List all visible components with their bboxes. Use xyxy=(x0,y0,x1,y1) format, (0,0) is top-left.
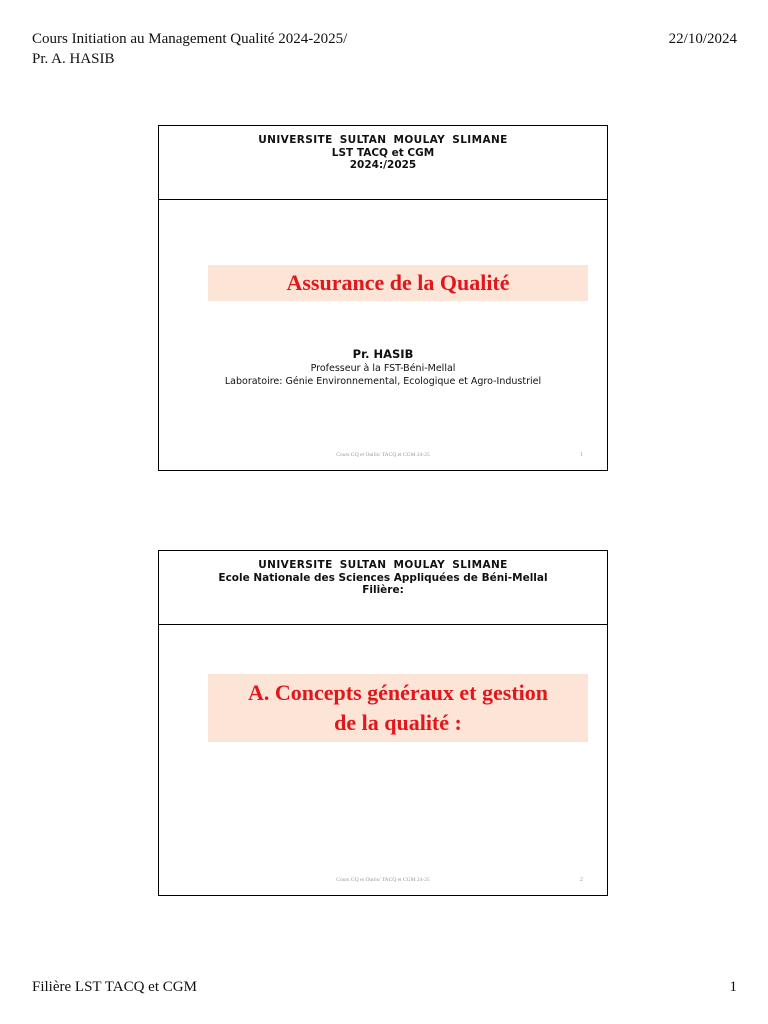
program-name: LST TACQ et CGM xyxy=(331,146,435,159)
slide-title-line-1: A. Concepts généraux et gestion xyxy=(247,680,549,705)
academic-year: 2024:/2025 xyxy=(349,159,417,171)
university-name: UNIVERSITE SULTAN MOULAY SLIMANE xyxy=(258,134,508,146)
page-footer-program: Filière LST TACQ et CGM xyxy=(32,979,197,995)
slide-1 xyxy=(158,125,608,471)
author-role: Professeur à la FST-Béni-Mellal xyxy=(310,363,456,374)
filiere-label: Filière: xyxy=(362,584,404,596)
slide-title xyxy=(208,674,588,742)
author-block xyxy=(159,347,607,388)
page-number: 1 xyxy=(729,979,737,995)
slide-number: 1 xyxy=(580,452,583,458)
slide-header xyxy=(159,551,607,625)
slide-footer: Cours GQ et Outils/ TACQ et CGM 24-25 xyxy=(336,452,430,458)
page-header-course: Cours Initiation au Management Qualité 2024-2025/ Pr. A. HASIB xyxy=(32,31,348,67)
page-header-date: 22/10/2024 xyxy=(668,31,737,47)
slide-number: 2 xyxy=(580,877,583,883)
slide-2 xyxy=(158,550,608,896)
school-name: Ecole Nationale des Sciences Appliquées de Béni-Mellal xyxy=(218,571,548,584)
author-name: Pr. HASIB xyxy=(352,347,414,361)
slide-title: Assurance de la Qualité xyxy=(208,265,588,301)
slide-header xyxy=(159,126,607,200)
university-name: UNIVERSITE SULTAN MOULAY SLIMANE xyxy=(258,559,508,571)
slide-footer: Cours GQ et Outils/ TACQ et CGM 24-25 xyxy=(336,877,430,883)
author-lab: Laboratoire: Génie Environnemental, Ecologique et Agro-Industriel xyxy=(224,376,542,387)
slide-title-line-2: de la qualité : xyxy=(334,710,462,735)
